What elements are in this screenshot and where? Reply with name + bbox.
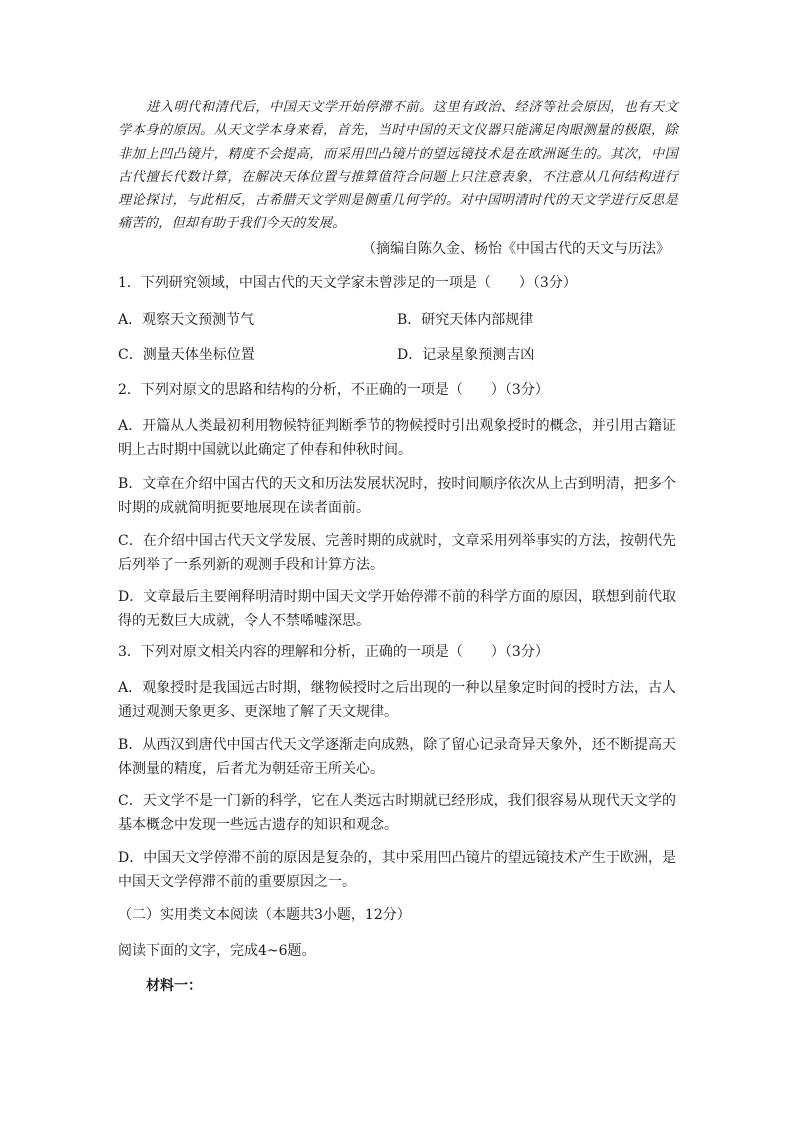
question-2-stem: 2．下列对原文的思路和结构的分析，不正确的一项是（ ）（3分） [118,382,549,398]
question-3-option-a: A．观象授时是我国远古时期，继物候授时之后出现的一种以星象定时间的授时方法，古人通过观测天象更多、更深地了解了天文规律。 [118,680,676,720]
reading-instruction: 阅读下面的文字，完成4~6题。 [118,943,316,959]
question-1-option-a: A．观察天文预测节气 [118,312,255,328]
question-2-option-c: C．在介绍中国古代天文学发展、完善时期的成就时，文章采用列举事实的方法，按朝代先后列举了一系列新的观测手段和计算方法。 [118,533,676,573]
question-2-option-a: A．开篇从人类最初利用物候特征判断季节的物候授时引出观象授时的概念，并引用古籍证明上古时期中国就以此确定了仲春和仲秋时间。 [118,418,676,458]
question-1-stem: 1．下列研究领域，中国古代的天文学家未曾涉足的一项是（ ）（3分） [118,275,577,291]
question-3-stem: 3．下列对原文相关内容的理解和分析，正确的一项是（ ）（3分） [118,644,549,660]
section-heading: （二）实用类文本阅读（本题共3小题，12分） [118,907,411,923]
material-label: 材料一： [146,978,202,994]
question-1-option-b: B．研究天体内部规律 [397,312,534,328]
question-2-option-d: D．文章最后主要阐释明清时期中国天文学开始停滞不前的科学方面的原因，联想到前代取得的无数巨大成就，令人不禁唏嘘深思。 [118,589,676,629]
question-3-option-d: D．中国天文学停滞不前的原因是复杂的，其中采用凹凸镜片的望远镜技术产生于欧洲，是中国天文学停滞不前的重要原因之一。 [118,850,676,890]
question-2-option-b: B．文章在介绍中国古代的天文和历法发展状况时，按时间顺序依次从上古到明清，把多个时期的成就简明扼要地展现在读者面前。 [118,476,676,516]
source-citation: （摘编自陈久金、杨怡《中国古代的天文与历法》 [362,241,670,257]
question-1-option-d: D．记录星象预测吉凶 [397,347,535,363]
question-3-option-b: B．从西汉到唐代中国古代天文学逐渐走向成熟，除了留心记录奇异天象外，还不断提高天体测量的精度，后者尤为朝廷帝王所关心。 [118,737,676,777]
reading-passage [118,96,678,236]
question-3-option-c: C．天文学不是一门新的科学，它在人类远古时期就已经形成，我们很容易从现代天文学的基本概念中发现一些远古遗存的知识和观念。 [118,793,676,833]
passage-text: 进入明代和清代后，中国天文学开始停滞不前。这里有政治、经济等社会原因，也有天文学本身的原因。从天文学本身来看，首先，当时中国的天文仪器只能满足肉眼测量的极限，除非加上凹凸镜片，精度不会提高，而采用凹凸镜片的望远镜技术是在欧洲诞生的。其次，中国古代擅长代数计算，在解决天体位置与推算值符合问题上只注意表象，不注意从几何结构进行理论探讨，与此相反，古希腊天文学则是侧重几何学的。对中国明清时代的天文学进行反思是痛苦的，但却有助于我们今天的发展。 [118,100,678,232]
question-1-option-c: C．测量天体坐标位置 [118,347,255,363]
